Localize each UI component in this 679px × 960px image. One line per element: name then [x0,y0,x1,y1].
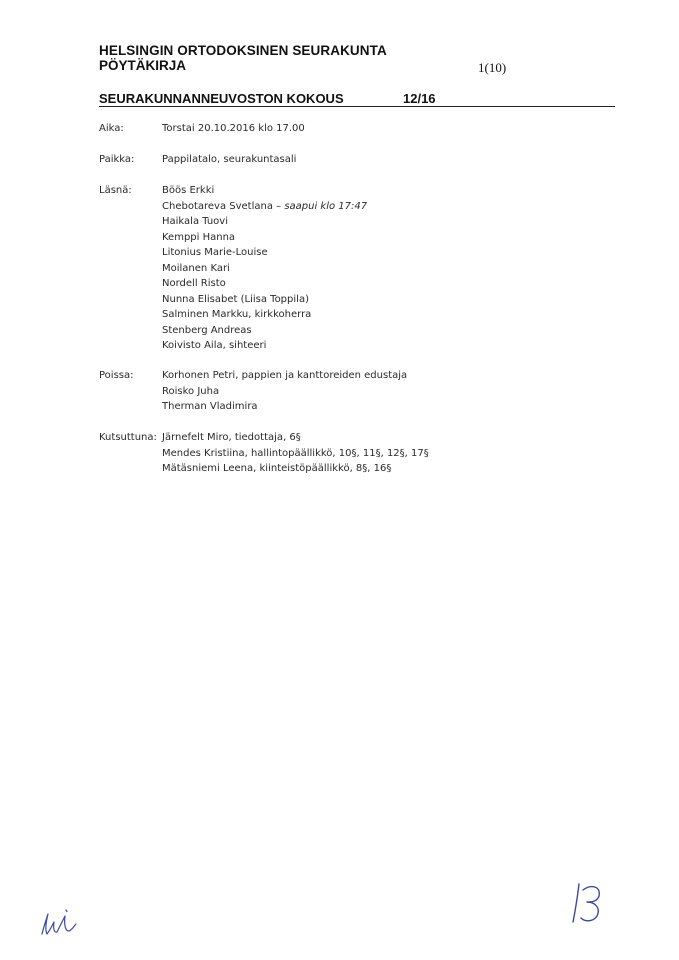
member-name: Nunna Elisabet (Liisa Toppila) [162,293,309,305]
list-item [162,338,367,354]
handwritten-initials-icon [563,878,609,926]
list-item: Mendes Kristiina, hallintopäällikkö, 10§, 11§, 12§, 17§ [162,447,429,459]
member-name: Kemppi Hanna [162,231,236,243]
list-item [162,230,367,246]
member-name: Nordell Risto [162,278,226,289]
list-item [162,199,367,215]
list-item: Roisko Juha [162,385,220,397]
organization-name: HELSINGIN ORTODOKSINEN SEURAKUNTA [99,43,387,58]
page-number: 1(10) [478,60,507,75]
member-name: Moilanen Kari [162,262,230,274]
header-divider [99,106,615,107]
meeting-title: SEURAKUNNANNEUVOSTON KOKOUS [99,91,344,106]
list-item [162,323,367,339]
poissa-label: Poissa: [99,370,134,381]
list-item [162,261,367,277]
list-item [162,307,367,323]
paikka-label: Paikka: [99,154,135,165]
member-name: Stenberg Andreas [162,324,252,336]
kutsuttuna-list [162,430,429,477]
list-item: Mätäsniemi Leena, kiinteistöpäällikkö, 8§, 16§ [162,463,392,474]
list-item [162,214,367,230]
list-item [162,183,367,199]
member-name: Haikala Tuovi [162,216,228,227]
list-item: Korhonen Petri, pappien ja kanttoreiden edustaja [162,370,408,381]
document-type: PÖYTÄKIRJA [99,58,187,73]
member-name: Koivisto Aila, sihteeri [162,340,267,351]
list-item [162,276,367,292]
meeting-number: 12/16 [403,91,436,106]
handwritten-initials-icon [36,900,88,940]
list-item: Therman Vladimira [162,401,258,412]
list-item [162,245,367,261]
aika-value: Torstai 20.10.2016 klo 17.00 [162,123,305,134]
lasna-label: Läsnä: [99,185,132,196]
aika-label: Aika: [99,123,124,134]
member-name: Böös Erkki [162,185,215,196]
list-item: Järnefelt Miro, tiedottaja, 6§ [162,432,301,443]
lasna-list [162,183,367,354]
list-item [162,292,367,308]
arrival-note: saapui klo 17:47 [284,200,368,212]
member-name: Litonius Marie-Louise [162,247,268,258]
member-name: Salminen Markku, kirkkoherra [162,309,312,320]
poissa-list [162,368,407,415]
member-name: Chebotareva Svetlana – [162,200,285,212]
kutsuttuna-label: Kutsuttuna: [99,432,157,443]
paikka-value: Pappilatalo, seurakuntasali [162,154,297,165]
